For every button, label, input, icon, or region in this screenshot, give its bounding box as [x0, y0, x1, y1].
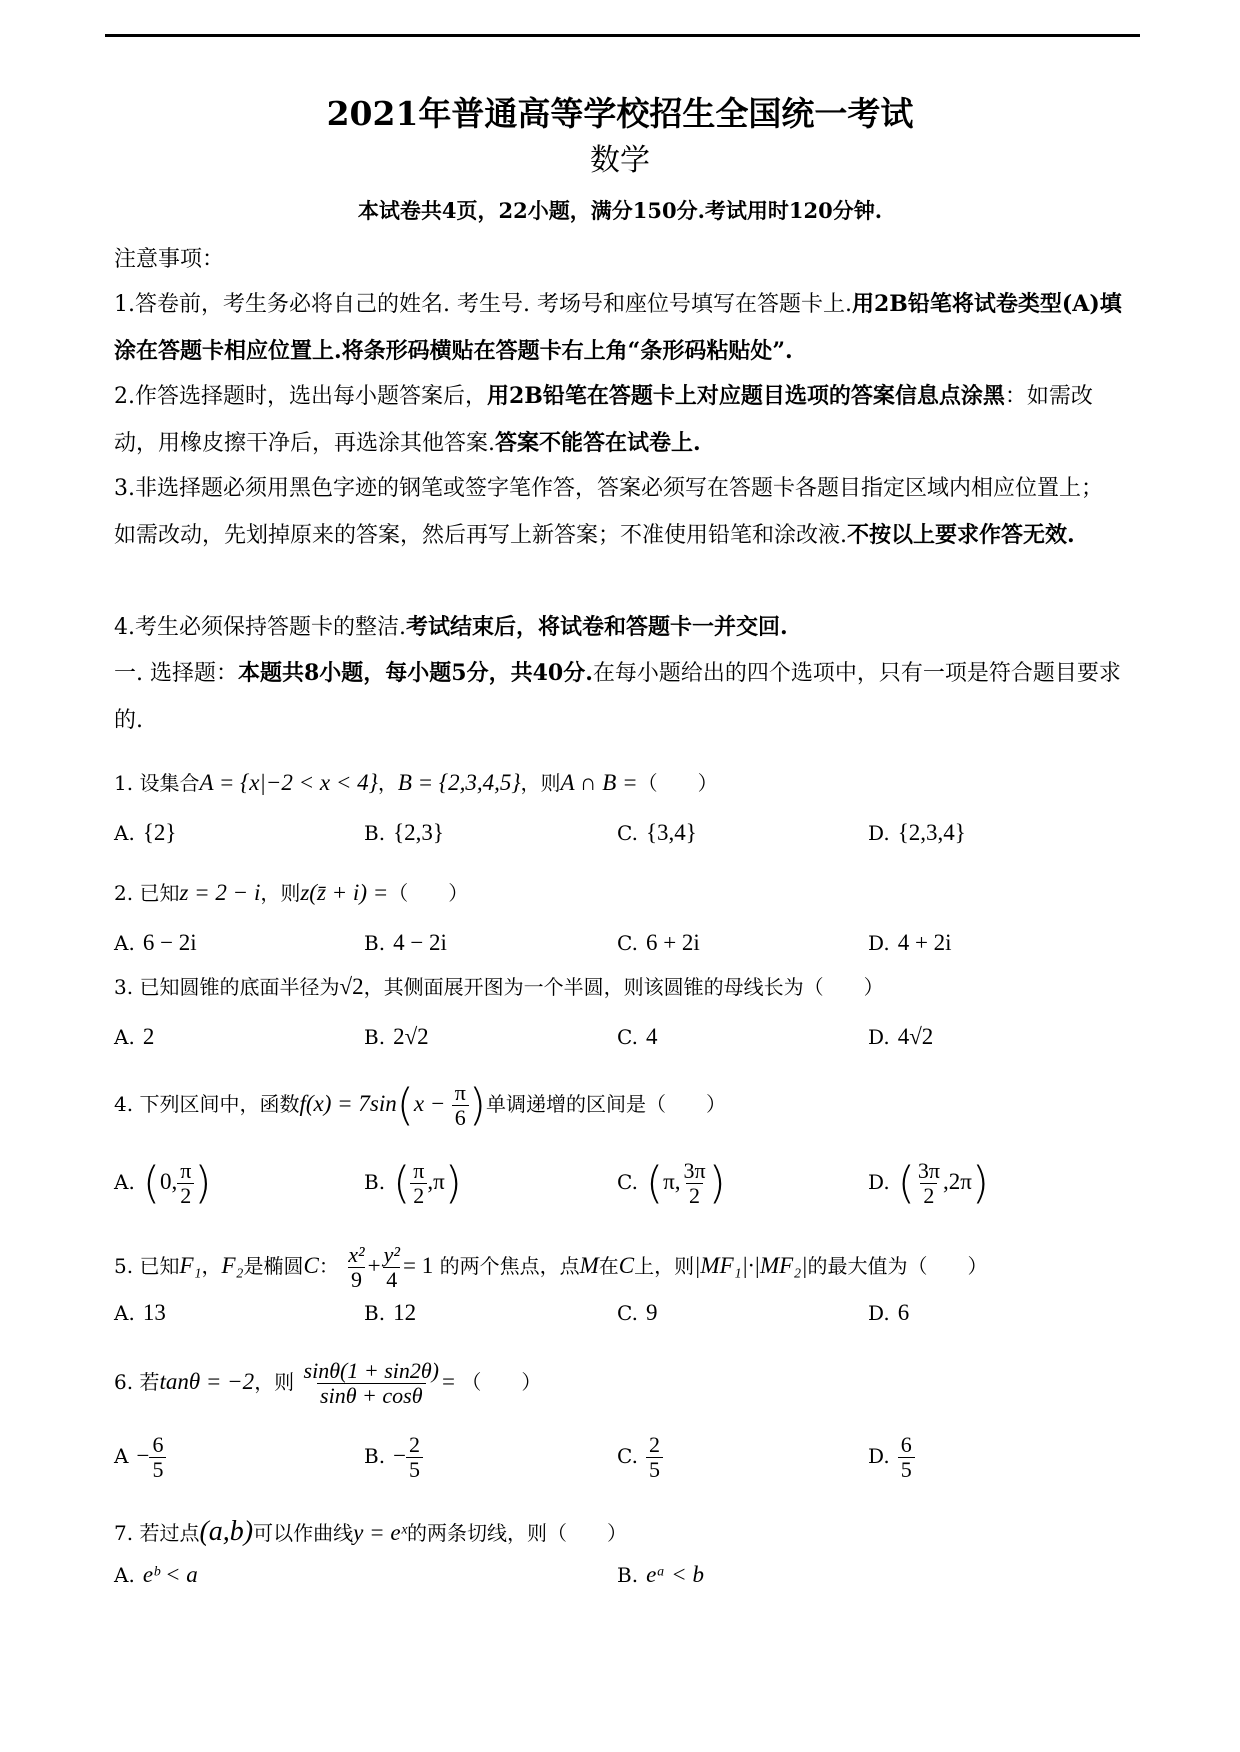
exam-subject: 数学	[590, 143, 650, 178]
q3-option-c: C. 4	[617, 1024, 658, 1049]
q3-option-d: D. 4√2	[868, 1024, 934, 1049]
q7-option-b: B. eᵃ < b	[617, 1562, 704, 1587]
q3-option-a: A. 2	[114, 1024, 155, 1049]
q5-option-d: D. 6	[868, 1300, 910, 1325]
q6-option-b: B. − $\frac{2}{5}$	[364, 1426, 423, 1486]
q4-option-d: D. ( $\frac{3\pi}{2}$ ,2π)	[868, 1157, 990, 1209]
question-2: 2. 已知z = 2 − i，则z(z̄ + i) =（ ）	[114, 880, 469, 905]
exam-title: 2021年普通高等学校招生全国统一考试	[326, 94, 914, 133]
q6-option-a: A − $\frac{6}{5}$	[114, 1426, 166, 1486]
question-5: 5. 已知F₁，F₂是椭圆C： $\frac{\text{x²}}{9}$ + $\frac{\text{y²}}{4}$ = 1 的两个焦点，点M在C上，则|MF₁|·|MF₂|的最大值为（ ）	[114, 1242, 988, 1292]
notes-heading: 注意事项：	[114, 247, 225, 272]
q2-option-a: A. 6 − 2i	[114, 930, 197, 955]
q5-option-a: A. 13	[114, 1300, 166, 1325]
question-3: 3. 已知圆锥的底面半径为√2，其侧面展开图为一个半圆，则该圆锥的母线长为（ ）	[114, 974, 884, 999]
question-6: 6. 若tanθ = −2，则 $\frac{\sin\theta(1 + \sin 2\theta)}{\sin\theta + \cos\theta}$ = （ ）	[114, 1358, 542, 1408]
note-1: 1.答卷前，考生务必将自己的姓名. 考生号. 考场号和座位号填写在答题卡上.用2B铅笔将试卷类型(A)填涂在答题卡相应位置上.将条形码横贴在答题卡右上角“条形码粘贴处”.	[114, 291, 1122, 364]
question-1: 1. 设集合A = {x|−2 < x < 4}，B = {2,3,4,5}，则A ∩ B =（ ）	[114, 770, 718, 795]
q7-option-a: A. eᵇ < a	[114, 1562, 198, 1587]
q2-option-b: B. 4 − 2i	[364, 930, 447, 955]
note-2: 2.作答选择题时，选出每小题答案后，用2B铅笔在答题卡上对应题目选项的答案信息点涂黑：如需改动，用橡皮擦干净后，再选涂其他答案.答案不能答在试卷上.	[114, 383, 1093, 456]
q4-option-c: C. (π, $\frac{3\pi}{2}$ )	[617, 1157, 726, 1209]
question-7: 7. 若过点(a,b)可以作曲线y = eˣ的两条切线，则（ ）	[114, 1516, 628, 1547]
q4-option-a: A. (0, $\frac{\pi}{2}$ )	[114, 1157, 212, 1209]
note-3: 3.非选择题必须用黑色字迹的钢笔或签字笔作答，答案必须写在答题卡各题目指定区域内相应位置上；如需改动，先划掉原来的答案，然后再写上新答案；不准使用铅笔和涂改液.不按以上要求作答无效.	[114, 476, 1103, 548]
q2-option-d: D. 4 + 2i	[868, 930, 952, 955]
exam-info: 本试卷共4页，22小题，满分150分.考试用时120分钟.	[357, 198, 883, 223]
question-4: 4. 下列区间中，函数f(x) = 7sin(x − $\frac{\pi}{6}$ )单调递增的区间是（ ）	[114, 1079, 727, 1131]
q3-option-b: B. 2√2	[364, 1024, 429, 1049]
q4-option-b: B. ( $\frac{\pi}{2}$ ,π)	[364, 1157, 462, 1209]
q1-option-c: C. {3,4}	[617, 820, 697, 845]
q1-option-b: B. {2,3}	[364, 820, 444, 845]
q5-option-b: B. 12	[364, 1300, 417, 1325]
q5-option-c: C. 9	[617, 1300, 658, 1325]
q1-option-d: D. {2,3,4}	[868, 820, 966, 845]
top-rule	[105, 34, 1140, 37]
q6-option-d: D. $\frac{6}{5}$	[868, 1426, 915, 1486]
note-4: 4.考生必须保持答题卡的整洁.考试结束后，将试卷和答题卡一并交回.	[114, 614, 788, 640]
q1-option-a: A. {2}	[114, 820, 177, 845]
section-heading: 一. 选择题：本题共8小题，每小题5分，共40分.在每小题给出的四个选项中，只有一项是符合题目要求的.	[114, 660, 1121, 733]
q6-option-c: C. $\frac{2}{5}$	[617, 1426, 663, 1486]
q2-option-c: C. 6 + 2i	[617, 930, 700, 955]
